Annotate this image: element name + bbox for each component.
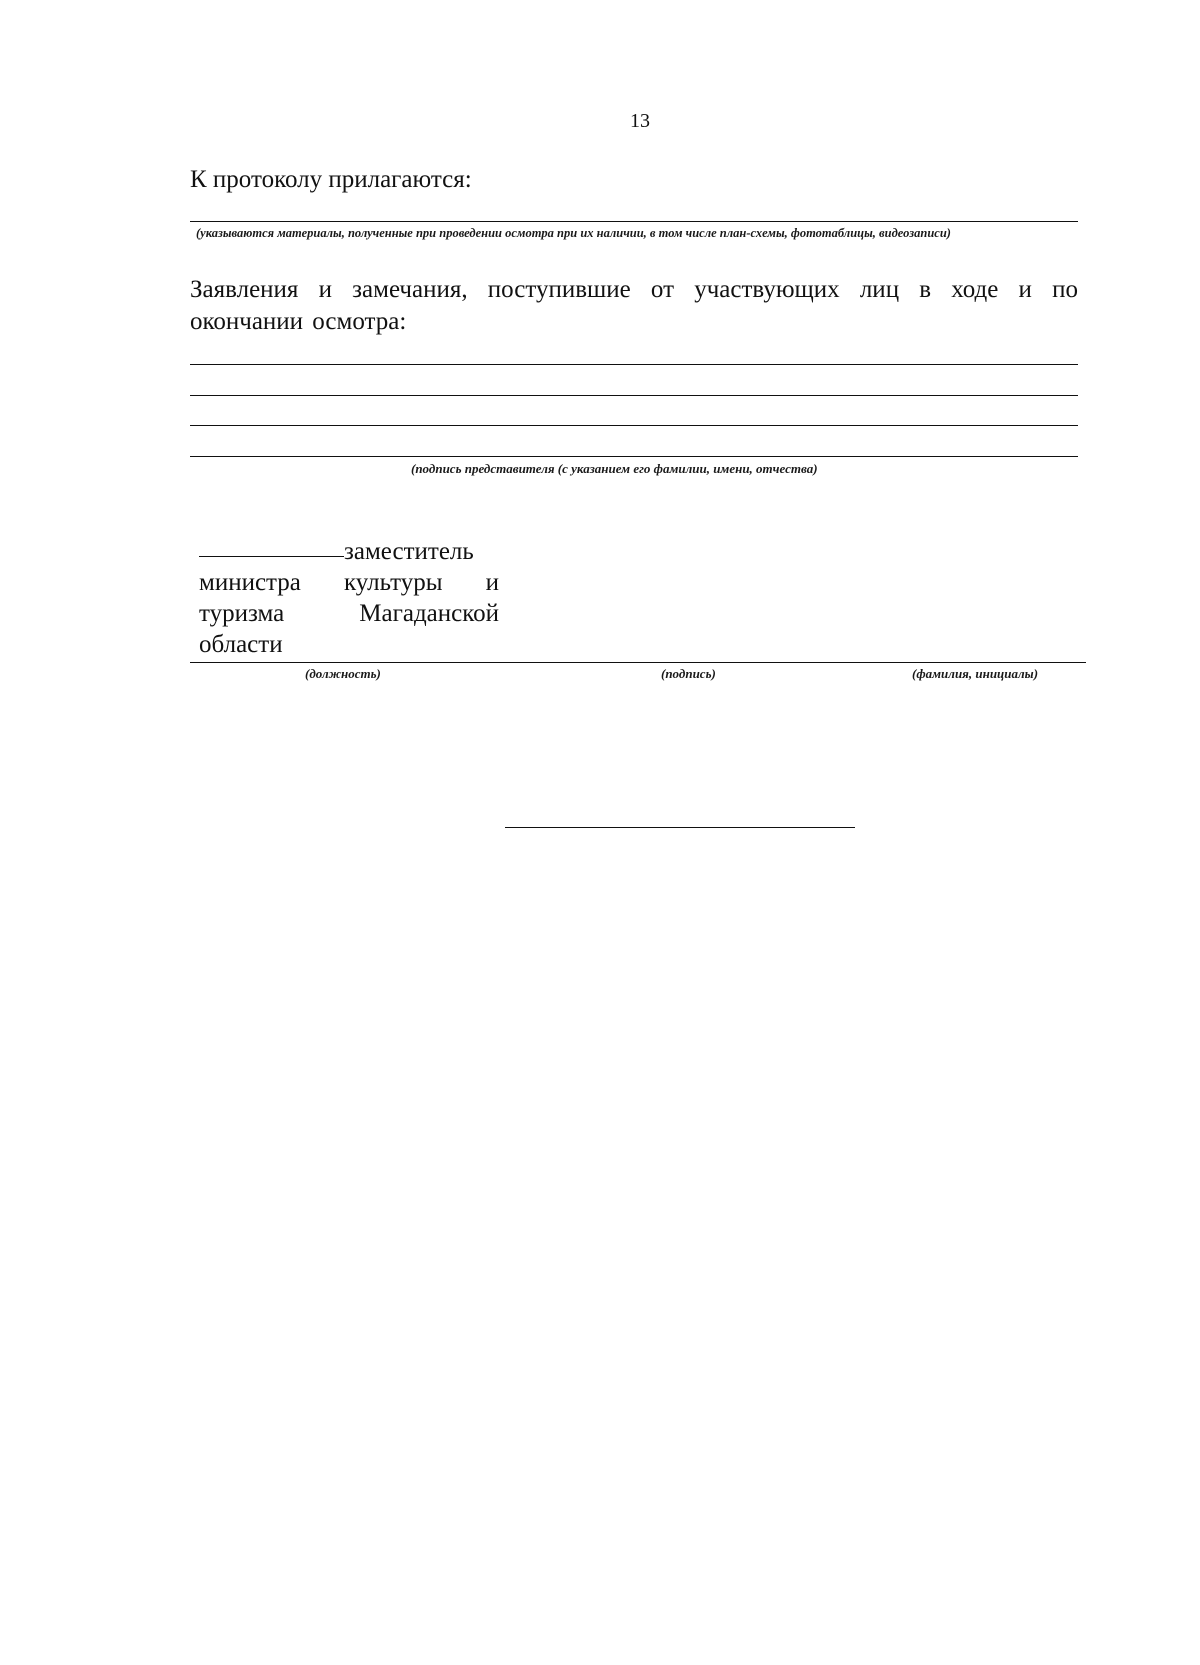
position-word: культуры [343,569,443,596]
signature-line [190,662,1086,663]
attachments-caption: (указываются материалы, полученные при проведении осмотра при их наличии, в том числе план-схемы, фототаблицы, видеозаписи) [196,226,951,240]
statements-line-3 [190,425,1078,426]
signature-caption: (подпись) [661,666,716,681]
position-caption: (должность) [305,666,381,681]
statements-line-2 [190,395,1078,396]
position-block [199,536,499,660]
attachments-line [190,221,1078,222]
position-line-4 [199,629,499,660]
position-blank [199,536,344,557]
attachments-title: К протоколу прилагаются: [190,166,472,193]
page-number: 13 [630,110,650,132]
position-line-3 [199,598,499,629]
position-word: области [199,631,283,658]
position-line-2 [199,567,499,598]
closing-rule [505,827,855,828]
statements-line-1 [190,364,1078,365]
position-word: и [485,569,499,596]
position-word: министра [199,569,301,596]
statements-caption: (подпись представителя (с указанием его фамилии, имени, отчества) [411,461,818,476]
position-word: заместитель [344,538,474,565]
position-line-1 [199,536,499,567]
statements-line-4 [190,456,1078,457]
name-caption: (фамилия, инициалы) [912,666,1039,681]
position-word: Магаданской [359,600,499,627]
statements-title: Заявления и замечания, поступившие от участвующих лиц в ходе и по окончании осмотра: [190,276,1078,335]
position-word: туризма [199,600,285,627]
